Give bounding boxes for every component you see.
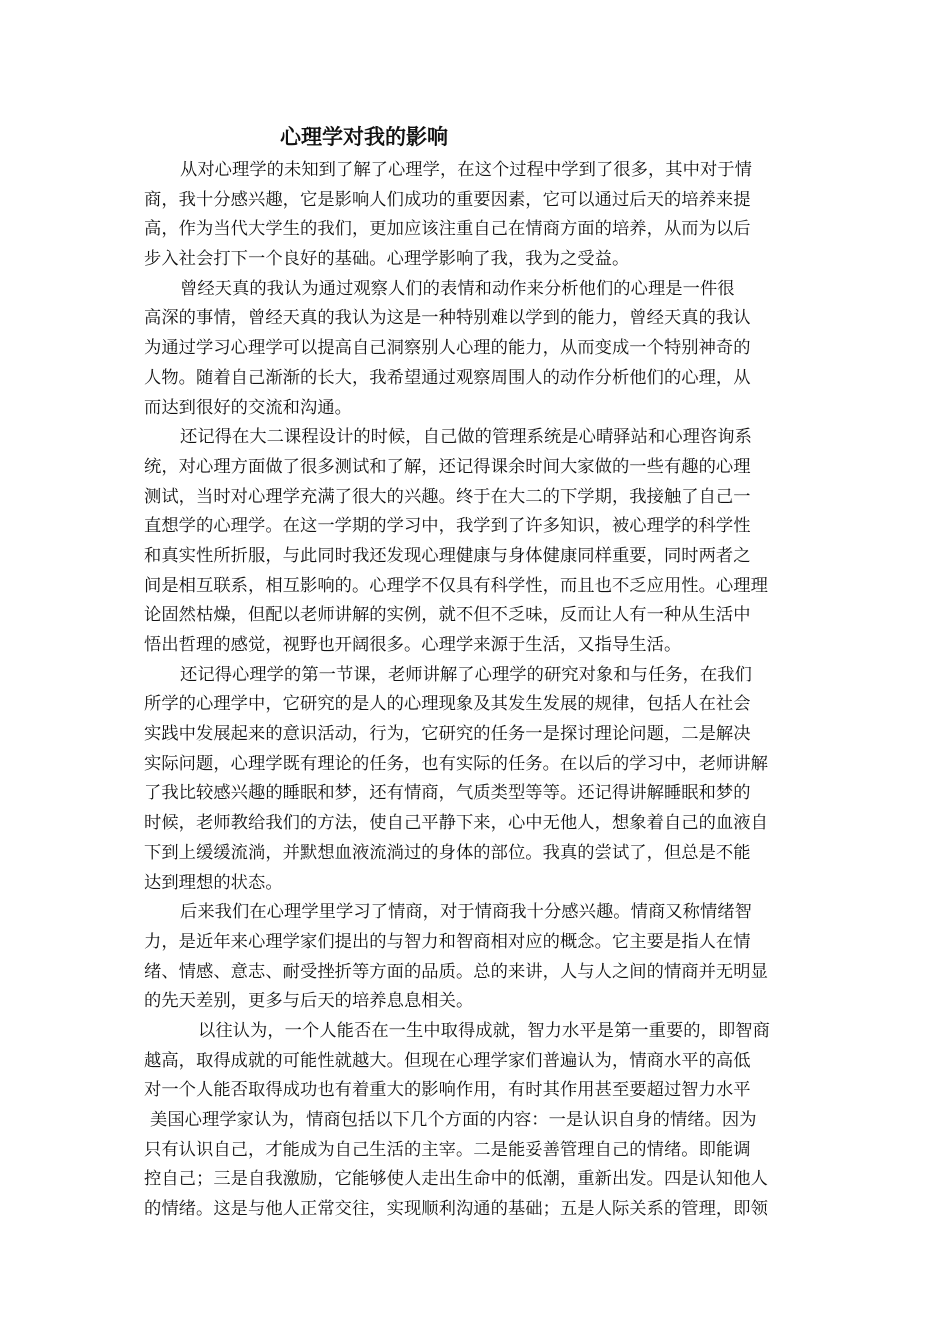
paragraph-line: 所学的心理学中，它研究的是人的心理现象及其发生发展的规律，包括人在社会 bbox=[144, 694, 751, 715]
paragraph-line: 步入社会打下一个良好的基础。心理学影响了我，我为之受益。 bbox=[144, 249, 630, 270]
paragraph-line: 直想学的心理学。在这一学期的学习中，我学到了许多知识，被心理学的科学性 bbox=[144, 516, 751, 537]
paragraph-line: 间是相互联系，相互影响的。心理学不仅具有科学性，而且也不乏应用性。心理理 bbox=[144, 575, 768, 596]
paragraph-line: 论固然枯燥，但配以老师讲解的实例，就不但不乏味，反而让人有一种从生活中 bbox=[144, 605, 751, 626]
paragraph-line: 力，是近年来心理学家们提出的与智力和智商相对应的概念。它主要是指人在情 bbox=[144, 931, 751, 952]
paragraph-line: 高深的事情，曾经天真的我认为这是一种特别难以学到的能力，曾经天真的我认 bbox=[144, 308, 751, 329]
paragraph-line: 还记得在大二课程设计的时候，自己做的管理系统是心晴驿站和心理咨询系 bbox=[180, 427, 752, 448]
paragraph-line: 悟出哲理的感觉，视野也开阔很多。心理学来源于生活，又指导生活。 bbox=[144, 635, 682, 655]
paragraph-line: 的先天差别，更多与后天的培养息息相关。 bbox=[144, 991, 474, 1012]
paragraph-line: 时候，老师教给我们的方法，使自己平静下来，心中无他人，想象着自己的血液自 bbox=[144, 813, 768, 834]
document-body bbox=[144, 156, 809, 1225]
paragraph-line: 的情绪。这是与他人正常交往，实现顺利沟通的基础；五是人际关系的管理，即领 bbox=[144, 1199, 768, 1220]
paragraph-line: 统，对心理方面做了很多测试和了解，还记得课余时间大家做的一些有趣的心理 bbox=[144, 456, 751, 477]
paragraph-line: 美国心理学家认为，情商包括以下几个方面的内容：一是认识自身的情绪。因为 bbox=[150, 1110, 757, 1130]
paragraph-line: 以往认为，一个人能否在一生中取得成就，智力水平是第一重要的，即智商 bbox=[198, 1020, 770, 1041]
paragraph-line: 高，作为当代大学生的我们，更加应该注重自己在情商方面的培养，从而为以后 bbox=[144, 219, 751, 240]
paragraph-line: 商，我十分感兴趣，它是影响人们成功的重要因素，它可以通过后天的培养来提 bbox=[144, 189, 751, 210]
paragraph-line: 而达到很好的交流和沟通。 bbox=[144, 397, 352, 418]
paragraph-line: 实际问题，心理学既有理论的任务，也有实际的任务。在以后的学习中，老师讲解 bbox=[144, 753, 768, 774]
paragraph-line: 绪、情感、意志、耐受挫折等方面的品质。总的来讲，人与人之间的情商并无明显 bbox=[144, 961, 768, 982]
paragraph-line: 控自己；三是自我激励，它能够使人走出生命中的低潮，重新出发。四是认知他人 bbox=[144, 1169, 768, 1190]
paragraph-line: 还记得心理学的第一节课，老师讲解了心理学的研究对象和与任务，在我们 bbox=[180, 664, 752, 685]
paragraph-line: 和真实性所折服，与此同时我还发现心理健康与身体健康同样重要，同时两者之 bbox=[144, 545, 751, 566]
document-title: 心理学对我的影响 bbox=[280, 125, 448, 149]
paragraph-line: 了我比较感兴趣的睡眠和梦，还有情商，气质类型等等。还记得讲解睡眠和梦的 bbox=[144, 783, 751, 804]
paragraph-line: 测试，当时对心理学充满了很大的兴趣。终于在大二的下学期，我接触了自己一 bbox=[144, 486, 751, 507]
paragraph-line: 只有认识自己，才能成为自己生活的主宰。二是能妥善管理自己的情绪。即能调 bbox=[144, 1139, 751, 1160]
paragraph-line: 为通过学习心理学可以提高自己洞察别人心理的能力，从而变成一个特别神奇的 bbox=[144, 338, 751, 359]
paragraph-line: 从对心理学的未知到了解了心理学，在这个过程中学到了很多，其中对于情 bbox=[180, 160, 752, 180]
paragraph-line: 越高，取得成就的可能性就越大。但现在心理学家们普遍认为，情商水平的高低 bbox=[144, 1050, 751, 1071]
paragraph-line: 对一个人能否取得成功也有着重大的影响作用，有时其作用甚至要超过智力水平 bbox=[144, 1080, 751, 1101]
paragraph-line: 实践中发展起来的意识活动，行为，它研究的任务一是探讨理论问题，二是解决 bbox=[144, 724, 751, 745]
paragraph-line: 曾经天真的我认为通过观察人们的表情和动作来分析他们的心理是一件很 bbox=[180, 278, 735, 299]
paragraph-line: 后来我们在心理学里学习了情商，对于情商我十分感兴趣。情商又称情绪智 bbox=[180, 902, 752, 923]
paragraph-line: 达到理想的状态。 bbox=[144, 872, 283, 893]
paragraph-line: 人物。随着自己渐渐的长大，我希望通过观察周围人的动作分析他们的心理，从 bbox=[144, 367, 751, 388]
paragraph-line: 下到上缓缓流淌，并默想血液流淌过的身体的部位。我真的尝试了，但总是不能 bbox=[144, 842, 751, 863]
